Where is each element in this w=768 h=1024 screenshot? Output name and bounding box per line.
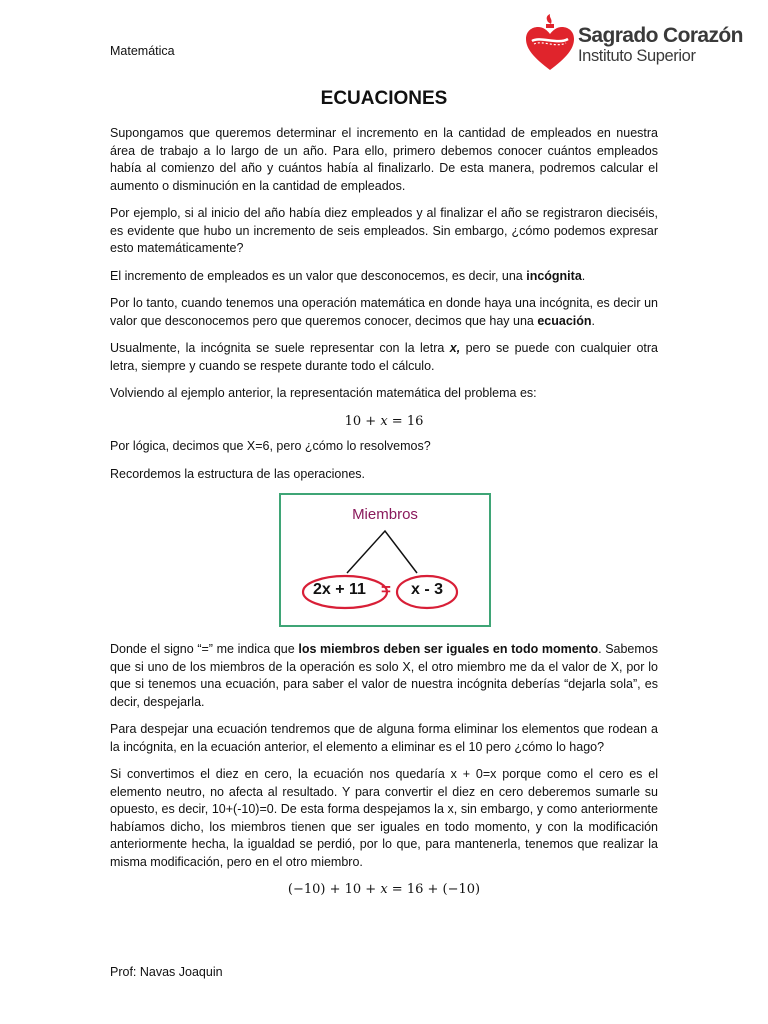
page-title: ECUACIONES: [320, 88, 448, 109]
paragraph-4-bold: ecuación: [537, 313, 592, 328]
paragraph-5: [110, 340, 658, 375]
paragraph-2: Por ejemplo, si al inicio del año había diez empleados y al finalizar el año se registraron dieciséis, es evidente que hubo un incremento de seis empleados. Sin embargo, ¿cómo podemos expresar esto matemáticamente?: [110, 206, 658, 255]
paragraph-9: [110, 641, 658, 711]
equation-2-variable: x: [380, 882, 388, 897]
paragraph-3: [110, 268, 658, 286]
diagram-left-member: 2x + 11: [313, 581, 366, 598]
equation-1-a: 10 +: [344, 413, 381, 429]
paragraph-4-text-c: .: [591, 313, 596, 328]
paragraph-7: Por lógica, decimos que X=6, pero ¿cómo lo resolvemos?: [110, 439, 431, 453]
paragraph-9-text-a: Donde el signo “=” me indica que: [110, 642, 299, 656]
paragraph-9-text-c: . Sabemos que si uno de los miembros de la operación es solo X, el otro miembro me da el valor de X, por lo que si tenemos una ecuación, para saber el valor de nuestra incógnita deberías “dejarla sola”, es decir, despejarla.: [110, 642, 659, 709]
paragraph-3-bold: incógnita: [526, 268, 582, 283]
equation-2-c: = 16 + (−10): [387, 882, 481, 897]
logo-subtitle: Instituto Superior: [578, 47, 696, 65]
paragraph-8: Recordemos la estructura de las operaciones.: [110, 466, 365, 481]
document-body: [110, 125, 658, 907]
paragraph-4-text-a: Por lo tanto, cuando tenemos una operación matemática en donde haya una incógnita, es decir un valor que desconocemos pero que queremos conocer, decimos que hay una: [110, 296, 658, 328]
logo-name: Sagrado Corazón: [578, 24, 743, 47]
paragraph-5-text-a: Usualmente, la incógnita se suele representar con la letra: [110, 341, 450, 355]
equation-2-a: (−10) + 10 +: [287, 882, 381, 897]
footer-author: Prof: Navas Joaquin: [110, 965, 223, 979]
members-diagram: [279, 493, 491, 627]
header-subject: Matemática: [110, 44, 175, 58]
diagram-equals-sign: =: [381, 580, 391, 599]
paragraph-11: Si convertimos el diez en cero, la ecuación nos quedaría x + 0=x porque como el cero es el elemento neutro, no afecta al resultado. Y para convertir el diez en cero deberemos sumarle su opuesto, es decir, 10+(-10)=0. De esta forma despejamos la x, sin embargo, y como anteriormente habíamos dicho, los miembros tienen que ser iguales en todo momento, y con la modificación anteriormente hecha, la igualdad se perdió, por lo que, para mantenerla, tenemos que realizar la misma modificación, pero en el otro miembro.: [110, 767, 658, 869]
paragraph-3-text-a: El incremento de empleados es un valor que desconocemos, es decir, una: [110, 268, 527, 283]
paragraph-9-bold: los miembros deben ser iguales en todo momento: [298, 642, 599, 656]
heart-logo-icon: [524, 14, 578, 74]
diagram-title: Miembros: [352, 506, 418, 523]
diagram-right-member: x - 3: [411, 581, 444, 598]
paragraph-5-bold-italic: x,: [449, 341, 461, 355]
paragraph-6: Volviendo al ejemplo anterior, la representación matemática del problema es:: [110, 386, 537, 400]
equation-1-variable: x: [380, 413, 388, 429]
institution-logo: [524, 14, 754, 74]
equation-2: [110, 881, 658, 899]
paragraph-4: [110, 295, 658, 330]
paragraph-1: Supongamos que queremos determinar el incremento en la cantidad de empleados en nuestra área de trabajo a lo largo de un año. Para ello, primero debemos conocer cuántos empleados había al comienzo del año y cuántos había al finalizarlo. De esta manera, podremos calcular el aumento o disminución en la cantidad de empleados.: [110, 126, 658, 193]
equation-1: [110, 413, 658, 431]
paragraph-3-text-c: .: [581, 268, 586, 283]
paragraph-10: Para despejar una ecuación tendremos que de alguna forma eliminar los elementos que rodean a la incógnita, en la ecuación anterior, el elemento a eliminar es el 10 pero ¿cómo lo hago?: [110, 722, 658, 754]
paragraph-5-text-c: pero se puede con cualquier otra letra, siempre y cuando se respete durante todo el cálculo.: [110, 341, 658, 373]
equation-1-c: = 16: [387, 413, 424, 429]
